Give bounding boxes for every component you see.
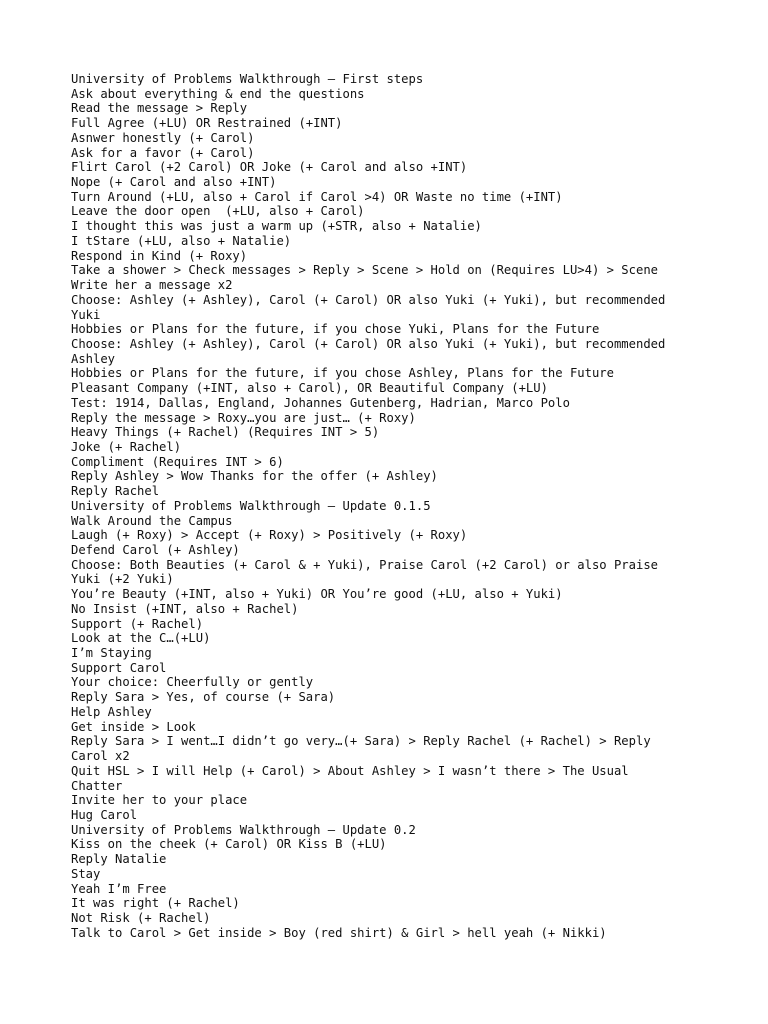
text-line: Take a shower > Check messages > Reply > Scene > Hold on (Requires LU>4) > Scene [71, 263, 658, 278]
text-line: Reply Rachel [71, 484, 160, 499]
text-line: Hobbies or Plans for the future, if you chose Ashley, Plans for the Future [71, 366, 614, 381]
text-line: Respond in Kind (+ Roxy) [71, 248, 248, 263]
text-line: Yuki [71, 307, 101, 322]
text-line: Turn Around (+LU, also + Carol if Carol >4) OR Waste no time (+INT) [71, 189, 563, 204]
section-heading-update-0-2: University of Problems Walkthrough – Update 0.2 [71, 822, 416, 837]
text-line: Choose: Both Beauties (+ Carol & + Yuki), Praise Carol (+2 Carol) or also Praise [71, 557, 658, 572]
text-line: Carol x2 [71, 749, 130, 764]
text-line: Laugh (+ Roxy) > Accept (+ Roxy) > Positively (+ Roxy) [71, 528, 468, 543]
text-line: Test: 1914, Dallas, England, Johannes Gutenberg, Hadrian, Marco Polo [71, 395, 570, 410]
text-line: I’m Staying [71, 646, 152, 661]
text-line: Ask about everything & end the questions [71, 86, 365, 101]
text-line: Flirt Carol (+2 Carol) OR Joke (+ Carol and also +INT) [71, 160, 468, 175]
text-line: Help Ashley [71, 704, 152, 719]
text-line: Support Carol [71, 660, 167, 675]
text-line: Reply Sara > Yes, of course (+ Sara) [71, 690, 336, 705]
text-line: Chatter [71, 778, 123, 793]
text-line: You’re Beauty (+INT, also + Yuki) OR You’re good (+LU, also + Yuki) [71, 587, 563, 602]
text-line: Heavy Things (+ Rachel) (Requires INT > 5) [71, 425, 380, 440]
text-line: Hobbies or Plans for the future, if you chose Yuki, Plans for the Future [71, 322, 600, 337]
text-line: Nope (+ Carol and also +INT) [71, 175, 277, 190]
document-page [71, 72, 711, 940]
text-line: Walk Around the Campus [71, 513, 233, 528]
text-line: Asnwer honestly (+ Carol) [71, 130, 255, 145]
text-line: Compliment (Requires INT > 6) [71, 454, 284, 469]
text-line: Full Agree (+LU) OR Restrained (+INT) [71, 116, 343, 131]
text-line: I thought this was just a warm up (+STR, also + Natalie) [71, 219, 482, 234]
text-line: Leave the door open (+LU, also + Carol) [71, 204, 365, 219]
text-line: Not Risk (+ Rachel) [71, 910, 211, 925]
text-line: Choose: Ashley (+ Ashley), Carol (+ Carol) OR also Yuki (+ Yuki), but recommended [71, 336, 666, 351]
text-line: Yeah I’m Free [71, 881, 167, 896]
text-line: Invite her to your place [71, 793, 248, 808]
text-line: No Insist (+INT, also + Rachel) [71, 601, 299, 616]
text-line: Stay [71, 866, 101, 881]
text-line: Talk to Carol > Get inside > Boy (red shirt) & Girl > hell yeah (+ Nikki) [71, 925, 607, 940]
text-line: Reply the message > Roxy…you are just… (+ Roxy) [71, 410, 416, 425]
section-heading-update-0-1-5: University of Problems Walkthrough – Update 0.1.5 [71, 498, 431, 513]
text-line: Hug Carol [71, 807, 138, 822]
text-line: It was right (+ Rachel) [71, 896, 240, 911]
text-line: Read the message > Reply [71, 101, 248, 116]
section-heading-first-steps: University of Problems Walkthrough – First steps [71, 72, 424, 86]
text-line: Reply Ashley > Wow Thanks for the offer (+ Ashley) [71, 469, 438, 484]
text-line: Pleasant Company (+INT, also + Carol), OR Beautiful Company (+LU) [71, 381, 548, 396]
text-line: Ask for a favor (+ Carol) [71, 145, 255, 160]
text-line: Kiss on the cheek (+ Carol) OR Kiss B (+LU) [71, 837, 387, 852]
text-line: Write her a message x2 [71, 278, 233, 293]
text-line: Ashley [71, 351, 116, 366]
text-line: Support (+ Rachel) [71, 616, 204, 631]
text-line: Quit HSL > I will Help (+ Carol) > About Ashley > I wasn’t there > The Usual [71, 763, 629, 778]
text-line: Yuki (+2 Yuki) [71, 572, 174, 587]
text-line: Defend Carol (+ Ashley) [71, 543, 240, 557]
text-line: Look at the C…(+LU) [71, 631, 211, 646]
text-line: Get inside > Look [71, 719, 196, 734]
text-line: Reply Natalie [71, 852, 167, 867]
text-line: Reply Sara > I went…I didn’t go very…(+ Sara) > Reply Rachel (+ Rachel) > Reply [71, 734, 651, 749]
text-line: Choose: Ashley (+ Ashley), Carol (+ Carol) OR also Yuki (+ Yuki), but recommended [71, 292, 666, 307]
text-line: Your choice: Cheerfully or gently [71, 675, 314, 690]
text-line: Joke (+ Rachel) [71, 439, 182, 454]
text-line: I tStare (+LU, also + Natalie) [71, 233, 292, 248]
